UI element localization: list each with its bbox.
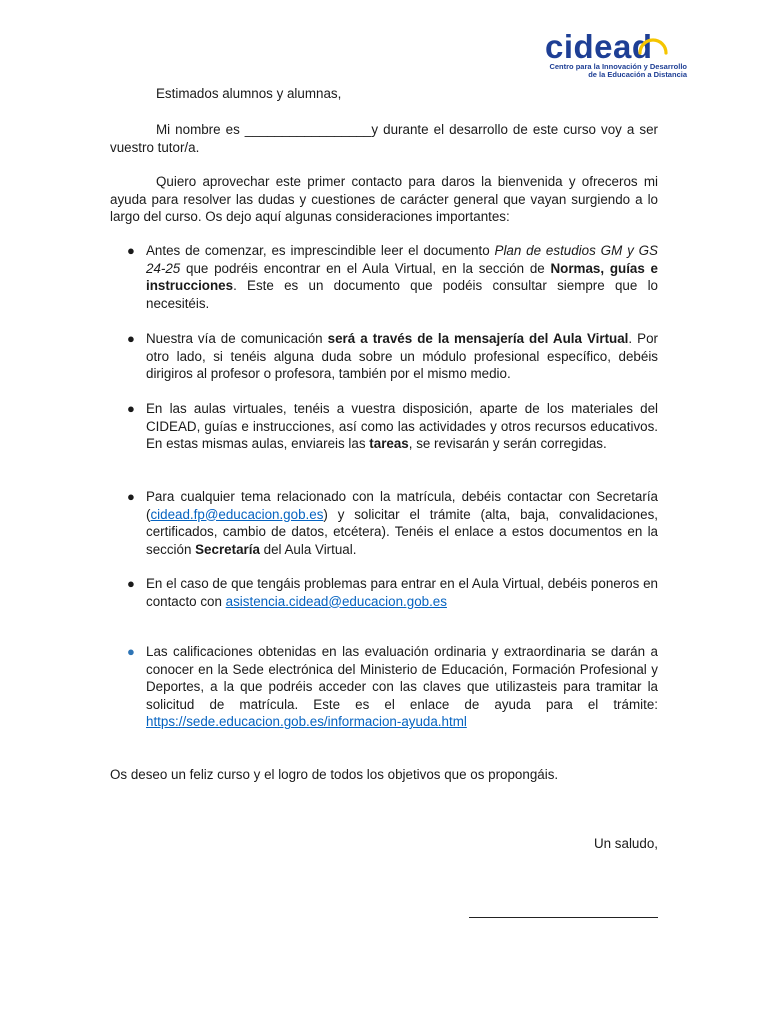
list-item [127, 242, 658, 312]
item-text: Antes de comenzar, es imprescindible leer el documento [146, 243, 495, 258]
logo-wordmark: cidead [545, 28, 653, 65]
signature-line [469, 917, 658, 918]
item-text: En las aulas virtuales, tenéis a vuestra disposición, aparte de los materiales del CIDEAD, guías e instrucciones, así como las actividades y otros recursos educativos. En estas mismas aulas, enviareis las [146, 401, 658, 452]
bullet-icon: ● [127, 644, 135, 659]
intro-paragraph-2: Quiero aprovechar este primer contacto para daros la bienvenida y ofreceros mi ayuda para resolver las dudas y cuestiones de carácter general que vayan surgiendo a lo largo del curso. Os dejo aquí algunas consideraciones importantes: [110, 174, 658, 225]
item-text: . Este es un documento que podéis consultar siempre que lo necesitéis. [146, 278, 658, 311]
item-text: del Aula Virtual. [259, 541, 357, 557]
section-name: Normas, guías e instrucciones [146, 260, 658, 294]
secretaria-email-link[interactable]: cidead.fp@educacion.gob.es [150, 506, 324, 522]
emphasis-text: tareas [369, 436, 409, 452]
bullet-icon: ● [127, 489, 135, 504]
item-text: En el caso de que tengáis problemas para entrar en el Aula Virtual, debéis poneros en contacto con [146, 576, 658, 609]
list-item [127, 488, 658, 558]
logo-tagline-1: Centro para la Innovación y Desarrollo [549, 62, 687, 71]
item-text: Para cualquier tema relacionado con la matrícula, debéis contactar con Secretaría ( [146, 489, 658, 522]
item-text: Nuestra vía de comunicación [146, 331, 328, 346]
item-text: , se revisarán y serán corregidas. [408, 436, 607, 452]
list-item [127, 575, 658, 610]
document-title: Plan de estudios GM y GS 24-25 [146, 243, 658, 276]
intro-paragraph-1: Mi nombre es _________________y durante el desarrollo de este curso voy a ser vuestro tutor/a. [110, 122, 658, 155]
list-item [127, 400, 658, 453]
sede-help-link[interactable]: https://sede.educacion.gob.es/informacion-ayuda.html [146, 714, 467, 730]
item-text: que podréis encontrar en el Aula Virtual, en la sección de [180, 260, 551, 276]
logo-tagline-2: de la Educación a Distancia [588, 70, 687, 79]
bullet-icon: ● [127, 243, 135, 258]
bullet-icon: ● [127, 576, 135, 591]
item-text: . Por otro lado, si tenéis alguna duda sobre un módulo profesional específico, debéis dirigiros al profesor o profesora, también por el mismo medio. [146, 331, 658, 382]
list-item [127, 643, 658, 731]
section-name: Secretaría [195, 541, 260, 557]
asistencia-email-link[interactable]: asistencia.cidead@educacion.gob.es [225, 593, 447, 609]
signoff: Un saludo, [593, 836, 658, 851]
greeting: Estimados alumnos y alumnas, [156, 86, 342, 101]
item-text: ) y solicitar el trámite (alta, baja, convalidaciones, certificados, cambio de datos, etcétera). Tenéis el enlace a estos documentos en la sección [146, 506, 658, 557]
list-item [127, 330, 658, 383]
logo-arc-icon [635, 28, 671, 64]
emphasis-text: será a través de la mensajería del Aula Virtual [327, 331, 629, 346]
bullet-icon: ● [127, 401, 135, 416]
cidead-logo [545, 30, 695, 82]
closing-paragraph: Os deseo un feliz curso y el logro de todos los objetivos que os propongáis. [110, 767, 559, 782]
bullet-icon: ● [127, 331, 135, 346]
item-text: Las calificaciones obtenidas en las evaluación ordinaria y extraordinaria se darán a conocer en la Sede electrónica del Ministerio de Educación, Formación Profesional y Deportes, a la que podréis acceder con las claves que utilizasteis para tramitar la solicitud de matrícula. Este es el enlace de ayuda para el trámite: [146, 644, 658, 712]
